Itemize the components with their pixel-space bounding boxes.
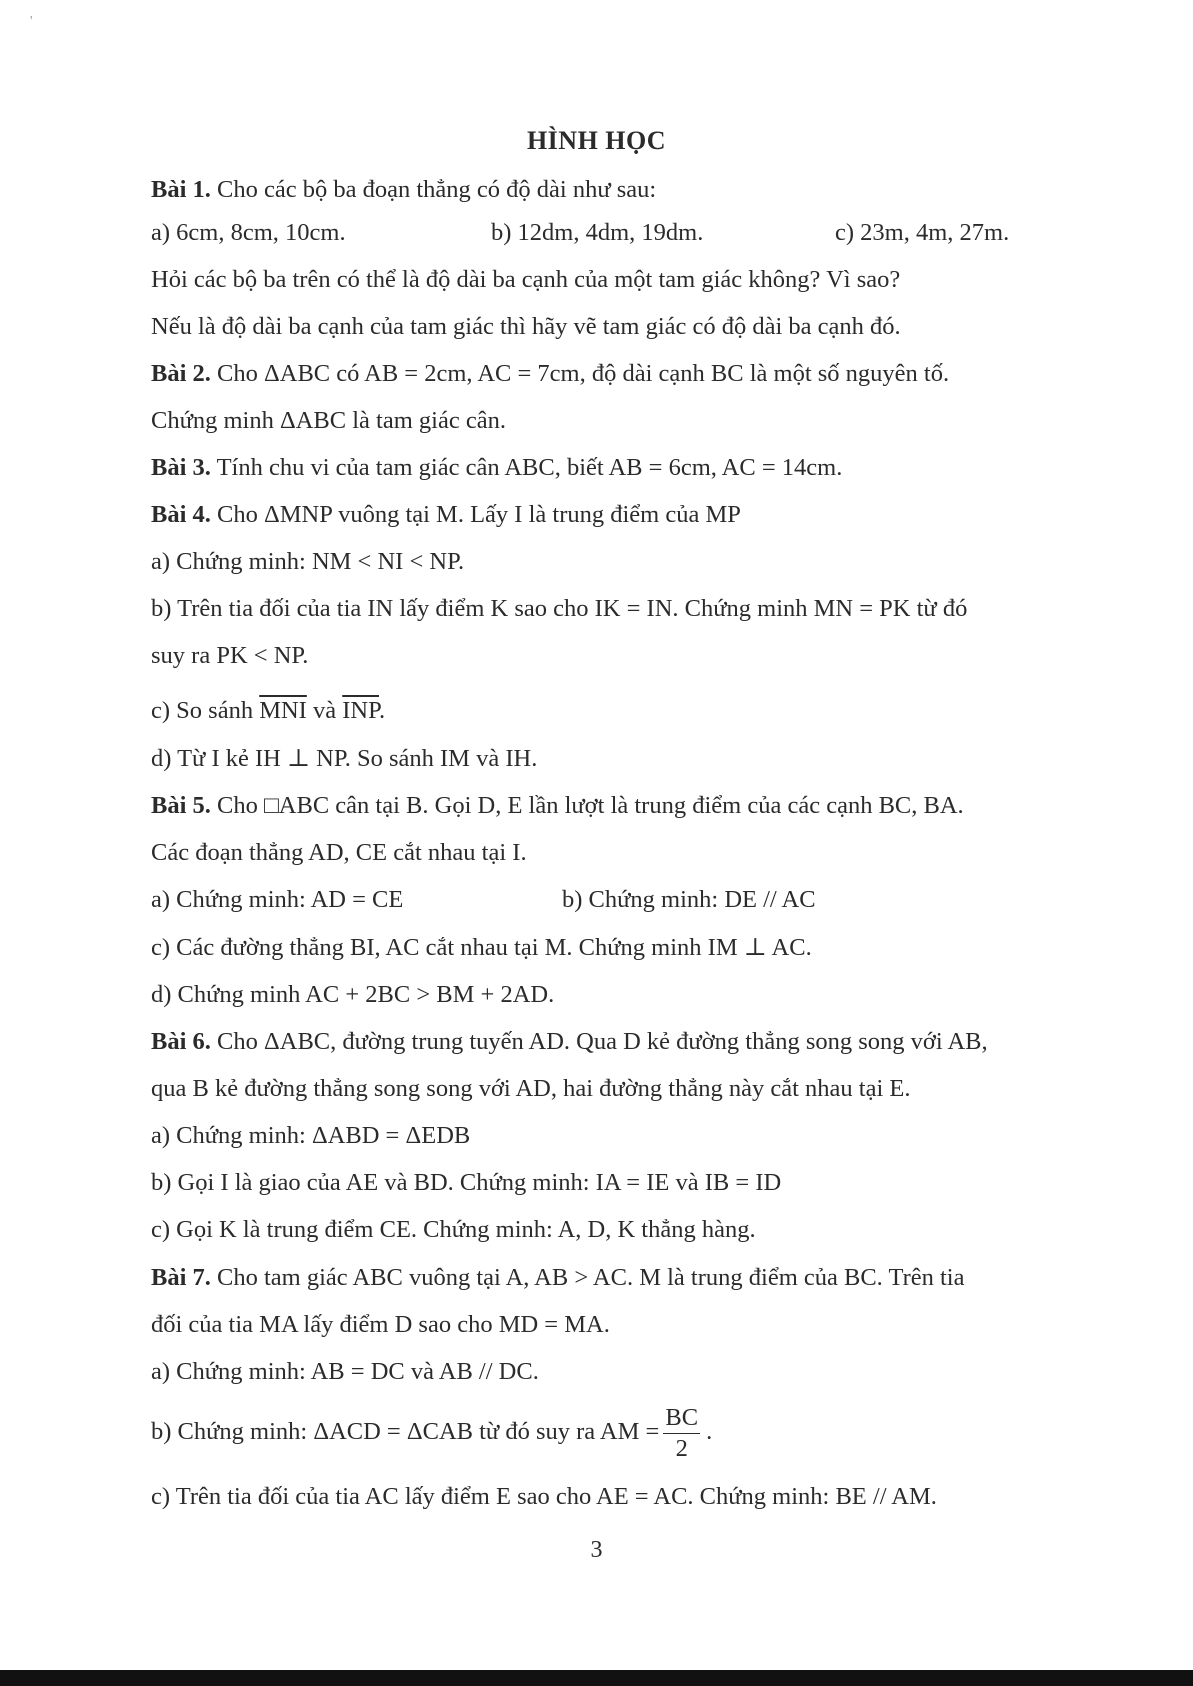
- exercise-1-question-1: Hỏi các bộ ba trên có thể là độ dài ba cạnh của một tam giác không? Vì sao?: [151, 266, 901, 293]
- exercise-4-part-b-line-1: b) Trên tia đối của tia IN lấy điểm K sao cho IK = IN. Chứng minh MN = PK từ đó: [151, 595, 968, 622]
- exercise-6-line-2: qua B kẻ đường thẳng song song với AD, hai đường thẳng này cắt nhau tại E.: [151, 1075, 911, 1102]
- angle-mni: $\overline{MNI}$: [259, 697, 307, 724]
- exercise-7-part-a: a) Chứng minh: AB = DC và AB // DC.: [151, 1358, 539, 1385]
- exercise-5-part-c: c) Các đường thẳng BI, AC cắt nhau tại M. Chứng minh IM ⊥ AC.: [151, 934, 812, 961]
- fraction-numerator: BC: [663, 1403, 700, 1434]
- exercise-4-part-d: d) Từ I kẻ IH ⊥ NP. So sánh IM và IH.: [151, 745, 538, 772]
- exercise-5-part-a: a) Chứng minh: AD = CE: [151, 886, 404, 913]
- exercise-7-part-b-text: b) Chứng minh: ΔACD = ΔCAB từ đó suy ra AM =: [151, 1418, 660, 1446]
- exercise-6-part-c: c) Gọi K là trung điểm CE. Chứng minh: A, D, K thẳng hàng.: [151, 1216, 756, 1243]
- exercise-1-text: Cho các bộ ba đoạn thẳng có độ dài như sau:: [210, 176, 657, 203]
- exercise-1-option-c: c) 23m, 4m, 27m.: [835, 219, 1010, 246]
- exercise-5-line-2: Các đoạn thẳng AD, CE cắt nhau tại I.: [151, 839, 527, 866]
- angle-inp: $\overline{INP}$: [342, 697, 379, 724]
- exercise-2-intro: [151, 359, 949, 389]
- exercise-7-intro: [151, 1263, 965, 1293]
- exercise-6-part-b: b) Gọi I là giao của AE và BD. Chứng minh: IA = IE và IB = ID: [151, 1169, 782, 1196]
- scan-speck: ': [30, 14, 33, 29]
- exercise-6-label: Bài 6.: [151, 1028, 211, 1055]
- exercise-6-part-a: a) Chứng minh: ΔABD = ΔEDB: [151, 1122, 471, 1149]
- page-title: HÌNH HỌC: [526, 126, 667, 155]
- fraction-bc-over-2: [663, 1403, 700, 1464]
- exercise-1-intro: [151, 175, 656, 205]
- exercise-5-label: Bài 5.: [151, 792, 211, 819]
- page-number: 3: [590, 1537, 603, 1563]
- fraction-denominator: 2: [675, 1435, 688, 1462]
- exercise-1-label: Bài 1.: [151, 176, 211, 203]
- exercise-3-label: Bài 3.: [151, 454, 211, 481]
- exercise-2-label: Bài 2.: [151, 360, 211, 387]
- exercise-5-text: Cho □ABC cân tại B. Gọi D, E lần lượt là trung điểm của các cạnh BC, BA.: [210, 792, 964, 819]
- exercise-7-line-2: đối của tia MA lấy điểm D sao cho MD = MA.: [151, 1311, 610, 1338]
- exercise-1-question-2: Nếu là độ dài ba cạnh của tam giác thì hãy vẽ tam giác có độ dài ba cạnh đó.: [151, 313, 901, 340]
- exercise-6-intro: [151, 1027, 988, 1057]
- exercise-5-intro: [151, 791, 964, 821]
- exercise-5-part-d: d) Chứng minh AC + 2BC > BM + 2AD.: [151, 981, 555, 1008]
- exercise-4-part-c-suffix: .: [378, 697, 386, 724]
- exercise-7-part-b: [151, 1403, 712, 1464]
- exercise-3-text: Tính chu vi của tam giác cân ABC, biết AB = 6cm, AC = 14cm.: [210, 454, 843, 481]
- exercise-2-text: Cho ΔABC có AB = 2cm, AC = 7cm, độ dài cạnh BC là một số nguyên tố.: [210, 360, 950, 387]
- exercise-4-text: Cho ΔMNP vuông tại M. Lấy I là trung điểm của MP: [210, 501, 741, 528]
- exercise-4-part-c-and: và: [306, 697, 343, 724]
- exercise-5-part-b: b) Chứng minh: DE // AC: [562, 886, 816, 913]
- exercise-1-option-a: a) 6cm, 8cm, 10cm.: [151, 219, 346, 246]
- exercise-7-part-b-suffix: .: [700, 1418, 713, 1446]
- exercise-2-line-2: Chứng minh ΔABC là tam giác cân.: [151, 407, 506, 434]
- exercise-4-part-c-prefix: c) So sánh: [151, 697, 260, 724]
- exercise-7-part-c: c) Trên tia đối của tia AC lấy điểm E sao cho AE = AC. Chứng minh: BE // AM.: [151, 1483, 937, 1510]
- exercise-4-part-c: [151, 696, 385, 726]
- exercise-3-intro: [151, 453, 842, 483]
- exercise-4-part-b-line-2: suy ra PK < NP.: [151, 642, 309, 669]
- exercise-7-text: Cho tam giác ABC vuông tại A, AB > AC. M là trung điểm của BC. Trên tia: [210, 1264, 965, 1291]
- exercise-6-text: Cho ΔABC, đường trung tuyến AD. Qua D kẻ đường thẳng song song với AB,: [210, 1028, 988, 1055]
- scan-border: [0, 1670, 1193, 1686]
- exercise-4-intro: [151, 500, 741, 530]
- exercise-4-part-a: a) Chứng minh: NM < NI < NP.: [151, 548, 465, 575]
- exercise-1-option-b: b) 12dm, 4dm, 19dm.: [491, 219, 704, 246]
- exercise-4-label: Bài 4.: [151, 501, 211, 528]
- exercise-7-label: Bài 7.: [151, 1264, 211, 1291]
